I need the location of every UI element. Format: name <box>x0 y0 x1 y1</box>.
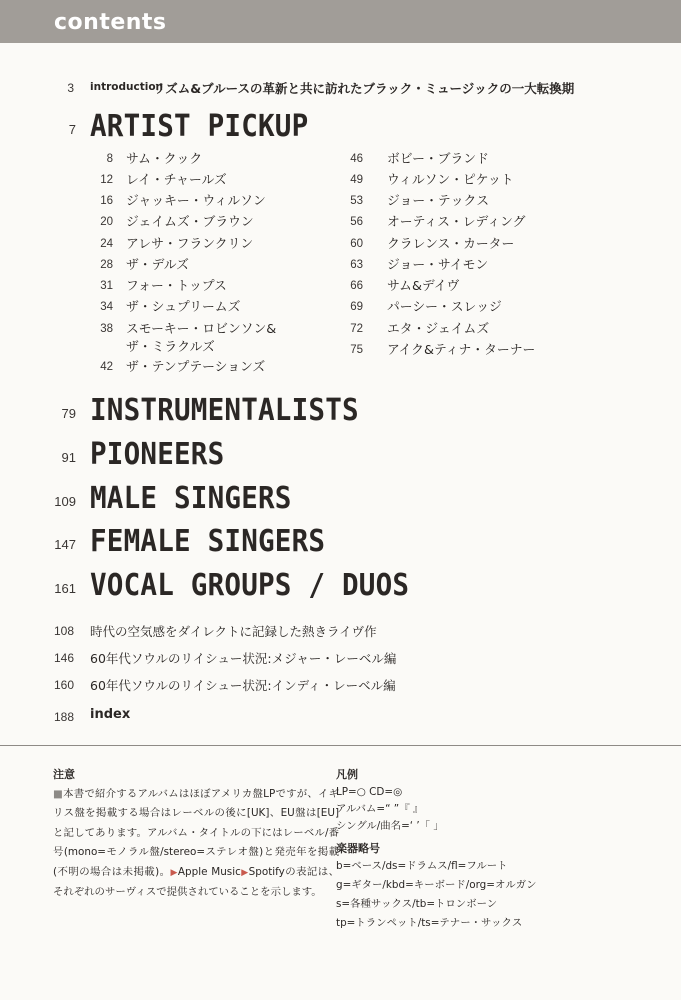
toc-section-pioneers[interactable] <box>0 436 681 476</box>
page-number: 147 <box>54 537 76 552</box>
toc-intro-row[interactable] <box>0 79 681 99</box>
notes-heading: 注意 <box>53 768 75 781</box>
instrument-line: b=ベース/ds=ドラムス/fl=フルート <box>336 860 508 872</box>
play-icon: ▶ <box>170 867 178 878</box>
artist-name: エタ・ジェイムズ <box>387 322 490 337</box>
artist-name: アレサ・フランクリン <box>126 237 254 252</box>
toc-index-item[interactable] <box>0 708 681 728</box>
artist-name: サム・クック <box>126 152 203 167</box>
page-number: 161 <box>54 581 76 596</box>
page-number: 28 <box>100 259 113 271</box>
page-number: 109 <box>54 494 76 509</box>
legend-line: シングル/曲名=‘ ’「 」 <box>336 820 444 832</box>
page-number: 53 <box>350 195 363 207</box>
page-number: 20 <box>100 216 113 228</box>
artist-name: オーティス・レディング <box>387 215 526 230</box>
toc-section-male-singers[interactable] <box>0 480 681 520</box>
header-bar <box>0 0 681 43</box>
notes-body <box>53 785 339 902</box>
artist-name: フォー・トップス <box>126 279 227 294</box>
section-title: MALE SINGERS <box>90 481 292 516</box>
page-number: 12 <box>100 174 113 186</box>
instrument-line: s=各種サックス/tb=トロンボーン <box>336 898 498 910</box>
page-number: 16 <box>100 195 113 207</box>
artist-name-line2: ザ・ミラクルズ <box>126 340 215 355</box>
page-number: 75 <box>350 344 363 356</box>
artist-name: パーシー・スレッジ <box>387 300 502 315</box>
toc-section-instrumentalists[interactable] <box>0 392 681 432</box>
extra-title: 60年代ソウルのリイシュー状況:インディ・レーベル編 <box>90 678 396 693</box>
page-number: 79 <box>61 406 76 421</box>
artist-name: ジャッキー・ウィルソン <box>126 194 266 209</box>
extra-title: 60年代ソウルのリイシュー状況:メジャー・レーベル編 <box>90 651 397 666</box>
page-number: 34 <box>100 301 113 313</box>
artist-name: ボビー・ブランド <box>387 152 489 167</box>
toc-section-female-singers[interactable] <box>0 523 681 563</box>
page-number: 38 <box>100 323 113 335</box>
section-title: INSTRUMENTALISTS <box>90 393 359 428</box>
legend-line: アルバム=“ ”『 』 <box>336 803 424 815</box>
artist-name: ジョー・サイモン <box>387 258 489 273</box>
page-number: 24 <box>100 238 113 250</box>
page-number: 146 <box>53 651 74 665</box>
artist-name: レイ・チャールズ <box>126 173 227 188</box>
artist-name: ウィルソン・ピケット <box>387 173 514 188</box>
notes-text: 本書で紹介するアルバムはほぼアメリカ盤LPですが、イギリス盤を掲載する場合はレーベルの後に[UK]、EU盤は[EU]と記してあります。アルバム・タイトルの下にはレーベル/番号(mono=モノラル盤/stereo=ステレオ盤)と発売年を掲載(不明の場合は未掲載)。 <box>53 788 339 878</box>
page-number: 63 <box>350 259 363 271</box>
page-title: contents <box>54 10 167 35</box>
page-number: 69 <box>350 301 363 313</box>
page-number: 72 <box>350 323 363 335</box>
artist-name: ザ・デルズ <box>126 258 189 273</box>
page-number: 31 <box>100 280 113 292</box>
page-number: 91 <box>61 450 76 465</box>
artist-name: ザ・テンプテーションズ <box>126 360 266 375</box>
intro-title: リズム&ブルースの革新と共に訪れたブラック・ミュージックの一大転換期 <box>153 81 575 96</box>
page-number: 108 <box>53 624 74 638</box>
artist-name: クラレンス・カーター <box>387 237 515 252</box>
page-number: 188 <box>53 710 74 724</box>
spotify-label: Spotify <box>248 865 285 878</box>
toc-section-vocal-groups[interactable] <box>0 567 681 607</box>
section-title: PIONEERS <box>90 437 225 472</box>
legend-heading: 凡例 <box>336 768 358 781</box>
toc-extra-item[interactable] <box>0 676 681 696</box>
page-number: 8 <box>106 153 113 165</box>
section-title: ARTIST PICKUP <box>90 109 309 144</box>
page-number: 3 <box>67 81 74 95</box>
index-title: index <box>90 707 131 722</box>
section-title: VOCAL GROUPS / DUOS <box>90 568 410 603</box>
section-title: FEMALE SINGERS <box>90 524 326 559</box>
page-number: 56 <box>350 216 363 228</box>
intro-label: introduction <box>90 81 164 93</box>
page-number: 160 <box>53 678 74 692</box>
instrument-line: tp=トランペット/ts=テナー・サックス <box>336 917 523 929</box>
apple-music-label: Apple Music <box>177 865 241 878</box>
artist-name: アイク&ティナ・ターナー <box>387 343 536 358</box>
page-number: 49 <box>350 174 363 186</box>
artist-name: ジョー・テックス <box>387 194 489 209</box>
artist-name: ザ・シュプリームズ <box>126 300 241 315</box>
square-bullet-icon: ■ <box>53 788 64 800</box>
toc-extra-item[interactable] <box>0 649 681 669</box>
instruments-heading: 楽器略号 <box>336 842 380 855</box>
page-number: 42 <box>100 361 113 373</box>
toc-section-artist-pickup[interactable] <box>0 108 681 148</box>
page-number: 46 <box>350 153 363 165</box>
instrument-line: g=ギター/kbd=キーボード/org=オルガン <box>336 879 537 891</box>
toc-extra-item[interactable] <box>0 622 681 642</box>
artist-name: ジェイムズ・ブラウン <box>126 215 254 230</box>
page-number: 66 <box>350 280 363 292</box>
extra-title: 時代の空気感をダイレクトに記録した熱きライヴ作 <box>90 624 377 639</box>
divider <box>0 745 681 746</box>
play-icon: ▶ <box>240 867 249 878</box>
artist-name: スモーキー・ロビンソン& <box>126 322 277 337</box>
artist-name: サム&デイヴ <box>387 279 460 294</box>
page-number: 60 <box>350 238 363 250</box>
legend-line: LP=○ CD=◎ <box>336 786 403 798</box>
notes-text-end: の表記は、それぞれのサーヴィスで提供されていることを示します。 <box>53 865 340 899</box>
page-number: 7 <box>68 122 76 137</box>
